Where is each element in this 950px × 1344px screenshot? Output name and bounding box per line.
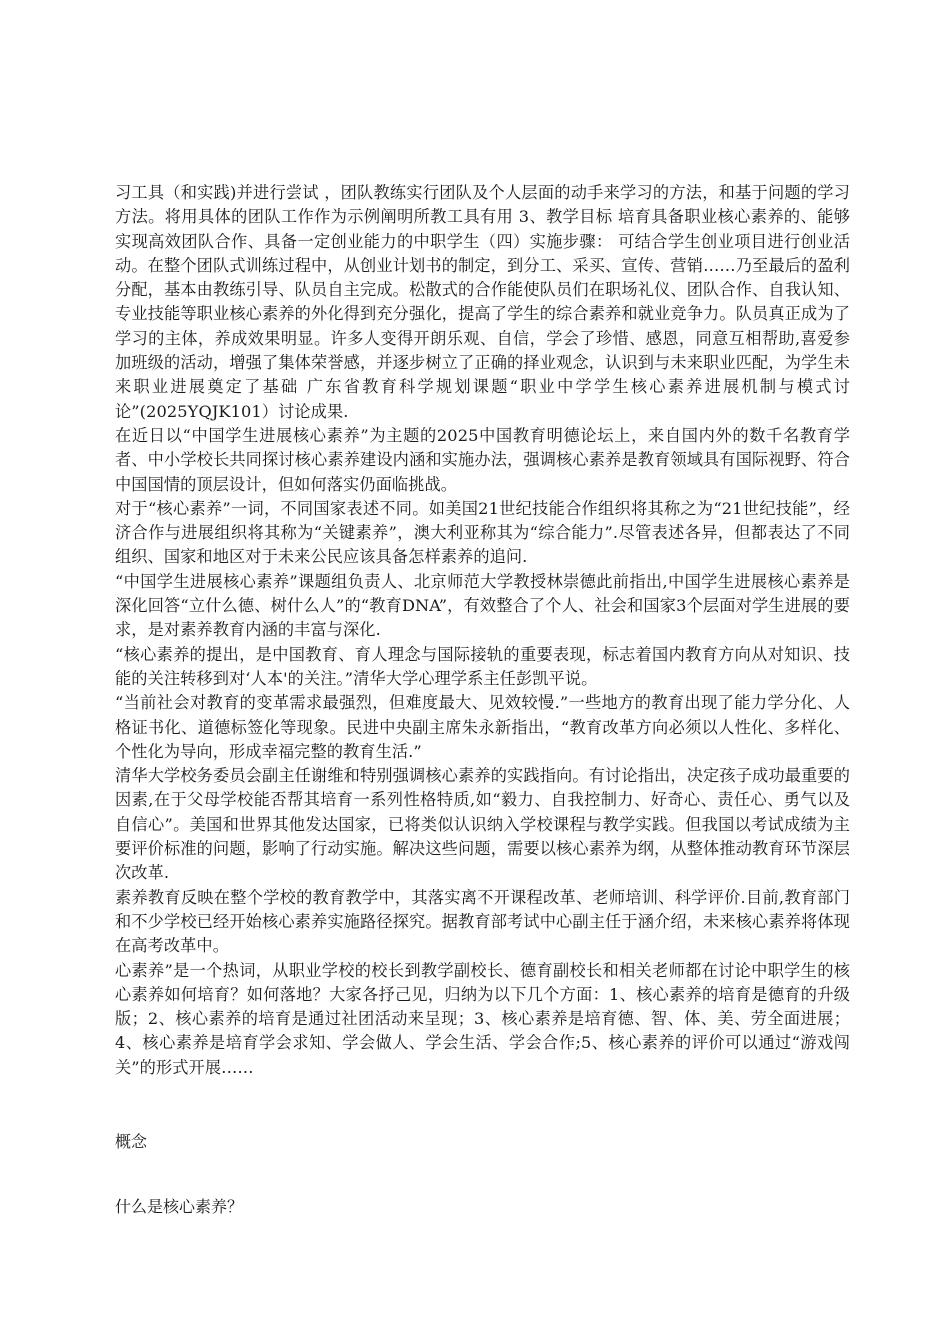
paragraph-vocational-views: 心素养”是一个热词，从职业学校的校长到教学副校长、德育副校长和相关老师都在讨论中职学生的核心素养如何培育？如何落地？大家各抒己见，归纳为以下几个方面：1、核心素养的培育是德育的升级版；2、核心素养的培育是通过社团活动来呈现；3、核心素养是培育德、智、体、美、劳全面进展；4、核心素养是培育学会求知、学会做人、学会生活、学会合作;5、核心素养的评价可以通过“游戏闯关”的形式开展……: [115, 960, 850, 1077]
document-body: [115, 181, 850, 1080]
paragraph-definitions: 对于“核心素养”一词，不同国家表述不同。如美国21世纪技能合作组织将其称之为“21世纪技能”，经济合作与进展组织将其称为“关键素养”，澳大利亚称其为“综合能力”.尽管表述各异，但都表达了不同组织、国家和地区对于未来公民应该具备怎样素养的追问.: [115, 498, 850, 567]
paragraph-xie-weihe: 清华大学校务委员会副主任谢维和特别强调核心素养的实践指向。有讨论指出，决定孩子成功最重要的因素,在于父母学校能否帮其培育一系列性格特质,如“毅力、自我控制力、好奇心、责任心、勇气以及自信心”。美国和世界其他发达国家，已将类似认识纳入学校课程与教学实践。但我国以考试成绩为主要评价标准的问题，影响了行动实施。解决这些问题，需要以核心素养为纲，从整体推动教育环节深层次改革.: [115, 766, 850, 883]
paragraph-peng-kaiping: “核心素养的提出，是中国教育、育人理念与国际接轨的重要表现，标志着国内教育方向从对知识、技能的关注转移到对‘人本'的关注。”清华大学心理学系主任彭凯平说。: [115, 644, 850, 688]
paragraph-zhu-yongxin: “当前社会对教育的变革需求最强烈，但难度最大、见效较慢.”一些地方的教育出现了能力学分化、人格证书化、道德标签化等现象。民进中央副主席朱永新指出，“教育改革方向必须以人性化、多样化、个性化为导向，形成幸福完整的教育生活.”: [115, 693, 850, 761]
paragraph-gaokao-reform: 素养教育反映在整个学校的教育教学中，其落实离不开课程改革、老师培训、科学评价.目前,教育部门和不少学校已经开始核心素养实施路径探究。据教育部考试中心副主任于涵介绍，未来核心素养将体现在高考改革中。: [115, 887, 850, 956]
paragraph-team-training: 习工具（和实践)并进行尝试 ，团队教练实行团队及个人层面的动手来学习的方法，和基于问题的学习方法。将用具体的团队工作作为示例阐明所教工具有用 3、教学目标 培育具备职业核心素养的、能够实现高效团队合作、具备一定创业能力的中职学生（四）实施步骤： 可结合学生创业项目进行创业活动。在整个团队式训练过程中，从创业计划书的制定，到分工、采买、宣传、营销……乃至最后的盈利分配，基本由教练引导、队员自主完成。松散式的合作能使队员们在职场礼仪、团队合作、自我认知、专业技能等职业核心素养的外化得到充分强化，提高了学生的综合素养和就业竞争力。队员真正成为了学习的主体，养成效果明显。许多人变得开朗乐观、自信，学会了珍惜、感恩，同意互相帮助,喜爱参加班级的活动，增强了集体荣誉感，并逐步树立了正确的择业观念，认识到与未来职业匹配，为学生未来职业进展奠定了基础 广东省教育科学规划课题“职业中学学生核心素养进展机制与模式讨论”(2025YQJK101）讨论成果.: [115, 183, 850, 421]
paragraph-lin-chongde: “中国学生进展核心素养”课题组负责人、北京师范大学教授林崇德此前指出,中国学生进展核心素养是深化回答“立什么德、树什么人”的“教育DNA”，有效整合了个人、社会和国家3个层面对学生进展的要求，是对素养教育内涵的丰富与深化.: [115, 571, 850, 640]
section-heading-what-is-core-literacy: 什么是核心素养？: [115, 1197, 244, 1216]
paragraph-forum: 在近日以“中国学生进展核心素养”为主题的2025中国教育明德论坛上，来自国内外的数千名教育学者、中小学校长共同探讨核心素养建设内涵和实施办法，强调核心素养是教育领域具有国际视野、符合中国国情的顶层设计，但如何落实仍面临挑战。: [115, 425, 850, 494]
section-heading-concept: 概念: [115, 1132, 148, 1151]
